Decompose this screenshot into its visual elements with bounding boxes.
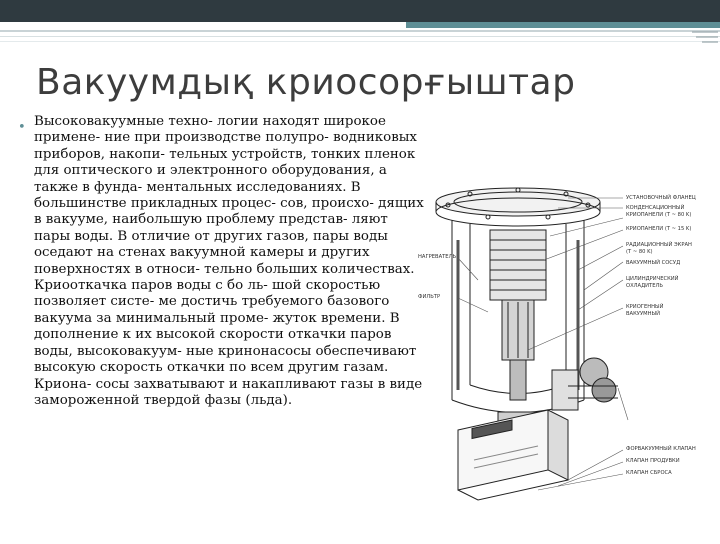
- header-band-dark: [0, 0, 720, 22]
- header-band-accent: [406, 22, 720, 28]
- label-radiation-shield: РАДИАЦИОННЫЙ ЭКРАН: [626, 242, 692, 248]
- label-purge-valve: КЛАПАН ПРОДУВКИ: [626, 458, 680, 464]
- label-cryogenic-b: ВАКУУМНЫЙ: [626, 311, 660, 317]
- label-forevacuum-valve: ФОРВАКУУМНЫЙ КЛАПАН: [626, 446, 696, 452]
- cryopump-diagram: [418, 150, 716, 540]
- label-flange: УСТАНОВОЧНЫЙ ФЛАНЕЦ: [626, 195, 696, 201]
- label-relief-valve: КЛАПАН СБРОСА: [626, 470, 672, 476]
- label-cylindrical: ЦИЛИНДРИЧЕСКИЙ: [626, 276, 679, 282]
- label-cooler: ОХЛАДИТЕЛЬ: [626, 283, 663, 289]
- header-rule: [0, 41, 720, 42]
- bullet-icon: •: [18, 120, 26, 135]
- label-heater: НАГРЕВАТЕЛЬ: [418, 254, 457, 260]
- body-paragraph: Высоковакуумные техно- логии находят широкое примене- ние при производстве полупро- водниковых приборов, накопи- тельных устройств, тонких пленок для оптического и электронного оборудования, а также в фунда- ментальных исследованиях. В большинстве прикладных процес- сов, происхо- дящих в вакууме, наибольшую проблему представ- ляют пары воды. В отличие от других газов, пары воды оседают на стенах вакуумной камеры и других поверхностях в относи- тельно больших количествах. Криооткачка паров воды с бо ль- шой скоростью позволяет систе- ме достичь требуемого базового вакуума за минимальный проме- жуток времени. В дополнение к их высокой скорости откачки паров воды, высоковакуум- ные кринонасосы обеспечивают высокую скорость откачки по всем другим газам. Криона- сосы захватывают и накапливают газы в виде замороженной твердой фазы (льда).: [34, 114, 424, 408]
- label-cryogenic: КРИОГЕННЫЙ: [626, 304, 664, 310]
- label-cryopanel-15k: КРИОПАНЕЛИ (T ~ 15 K): [626, 226, 692, 232]
- header-rule: [0, 30, 720, 32]
- label-radiation-shield-b: (T ~ 80 K): [626, 249, 653, 255]
- header-rule: [0, 36, 720, 37]
- label-filter: ФИЛЬТР: [418, 294, 441, 300]
- slide-title: Вакуумдық криосорғыштар: [36, 62, 576, 103]
- label-condensing-b: КРИОПАНЕЛИ (T ~ 80 K): [626, 212, 692, 218]
- label-condensing: КОНДЕНСАЦИОННЫЙ: [626, 205, 685, 211]
- corner-ornament-icon: [690, 30, 720, 50]
- label-vacuum-vessel: ВАКУУМНЫЙ СОСУД: [626, 260, 681, 266]
